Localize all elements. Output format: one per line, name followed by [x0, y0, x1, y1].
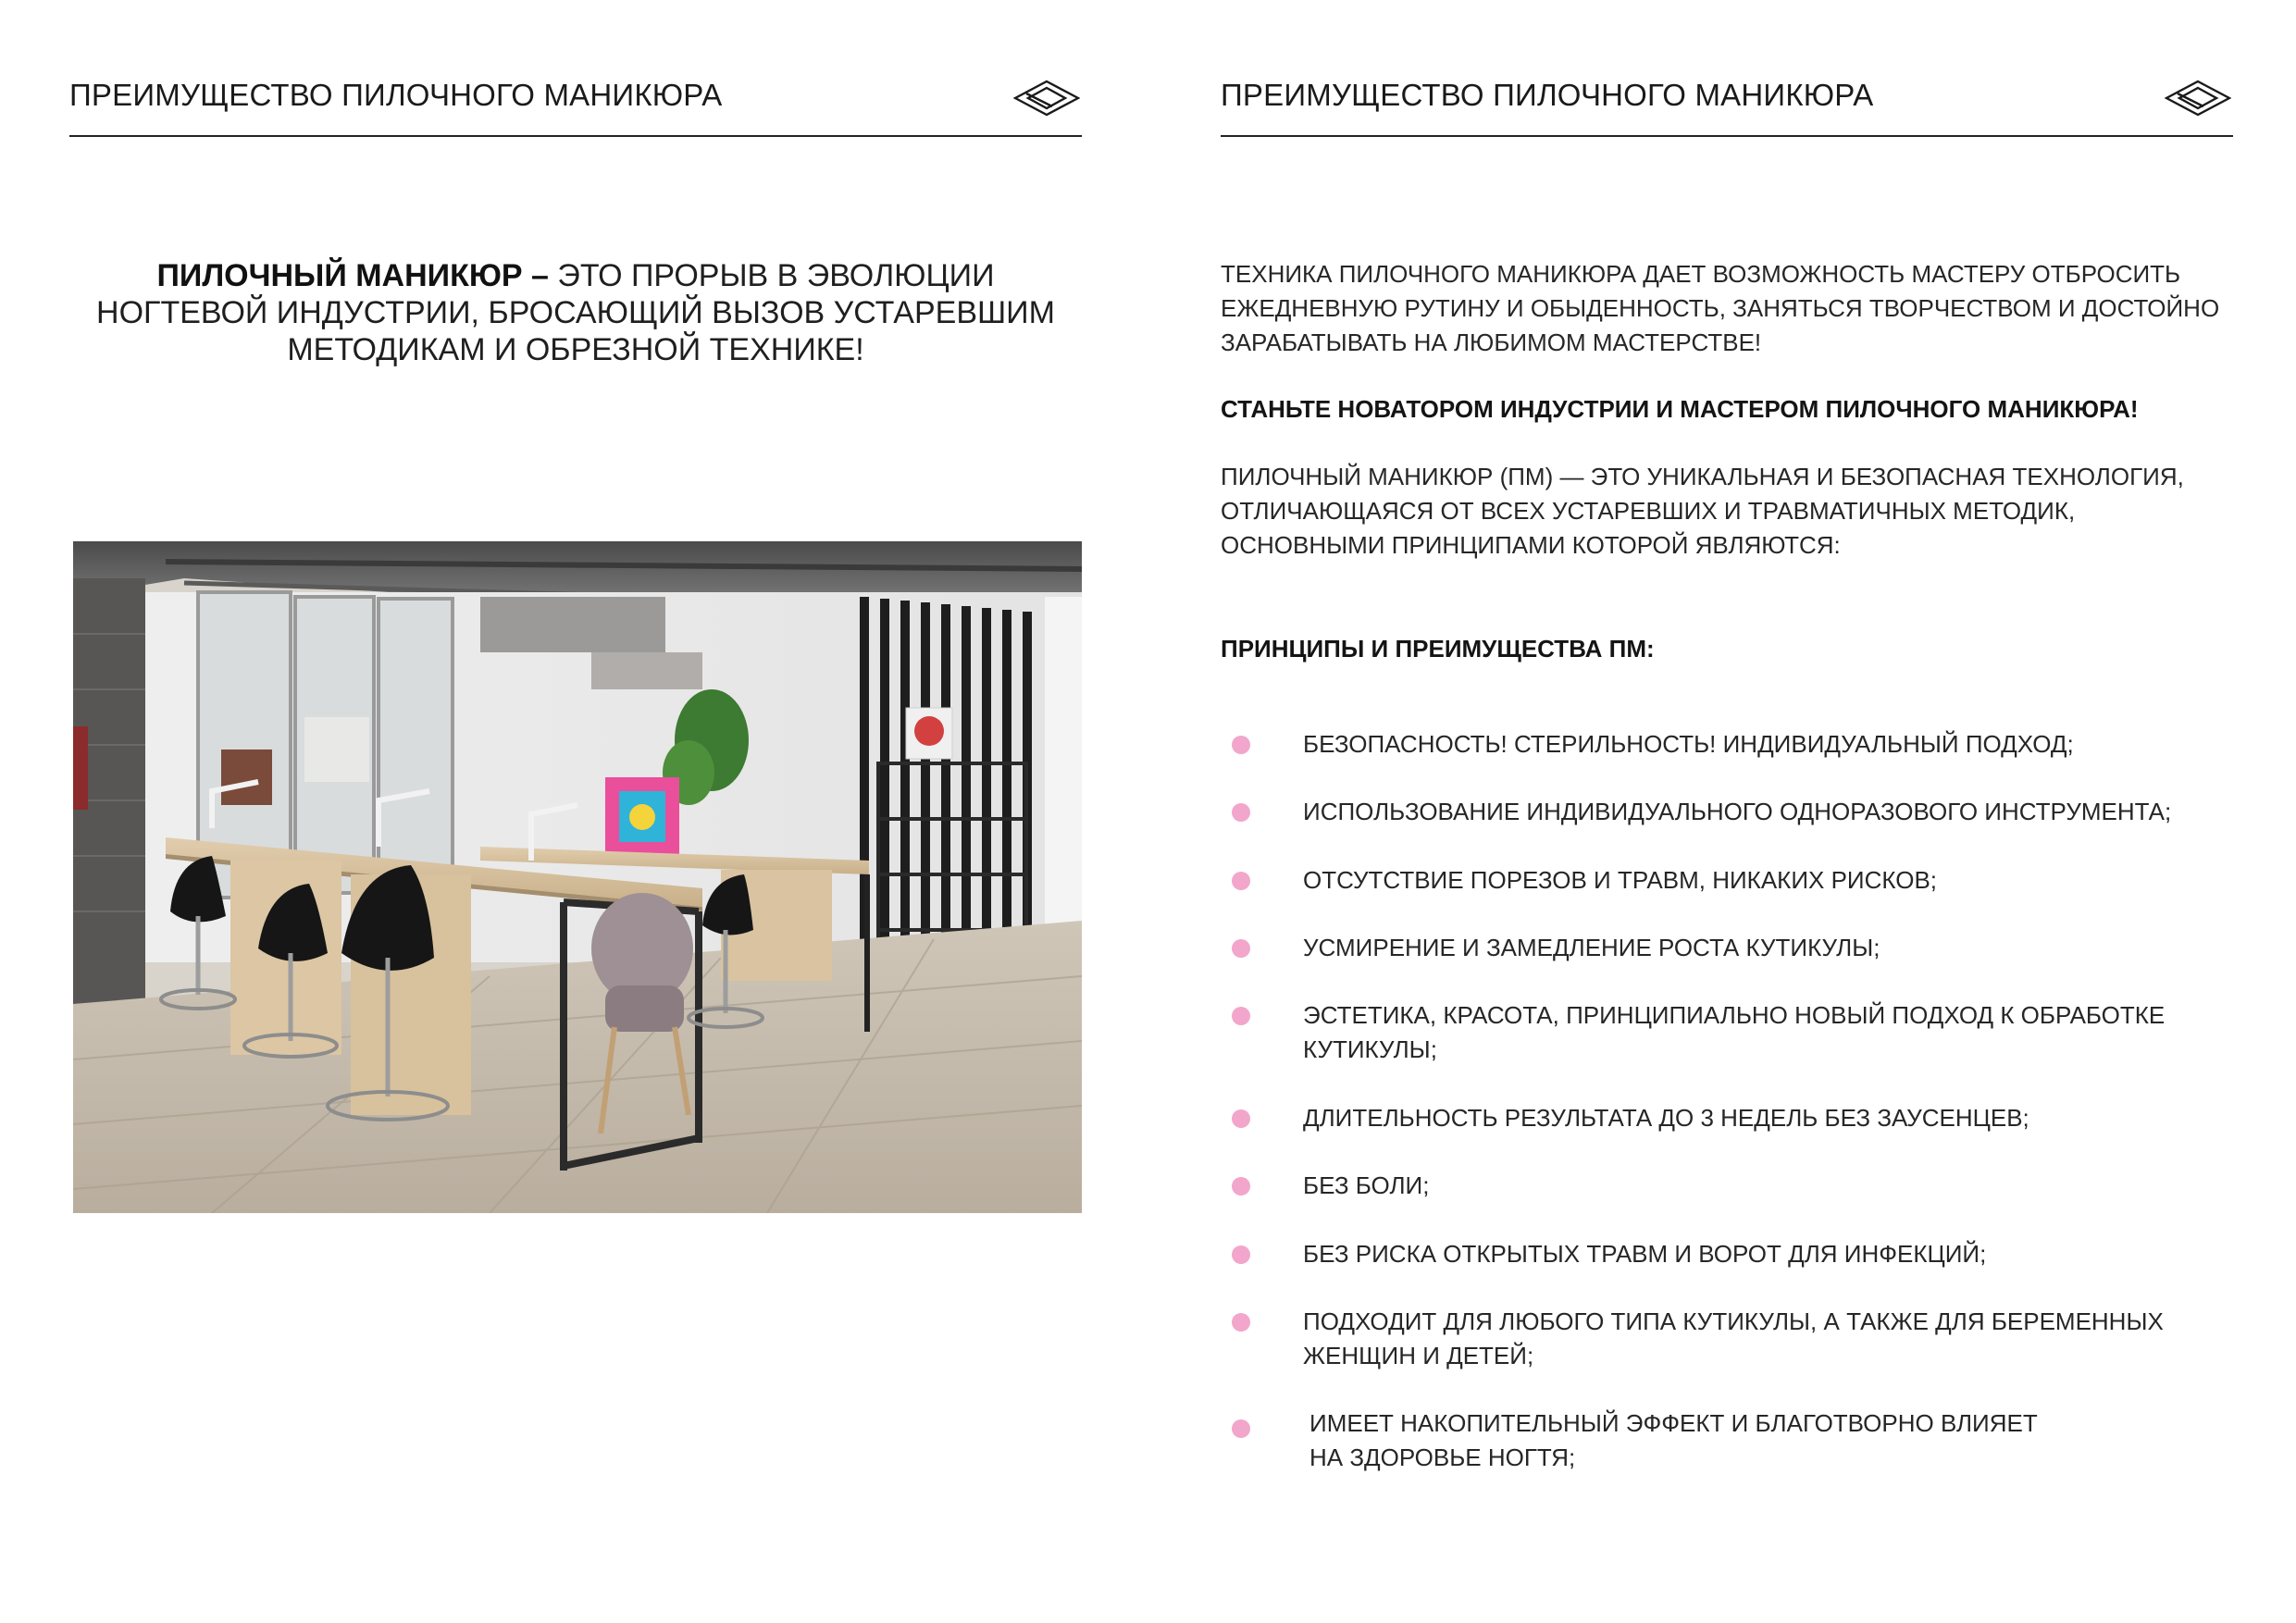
list-item-text: ДЛИТЕЛЬНОСТЬ РЕЗУЛЬТАТА ДО 3 НЕДЕЛЬ БЕЗ ЗАУСЕНЦЕВ;: [1303, 1104, 2029, 1132]
pink-dot-icon: [1232, 803, 1250, 822]
list-item-text: ИСПОЛЬЗОВАНИЕ ИНДИВИДУАЛЬНОГО ОДНОРАЗОВОГО ИНСТРУМЕНТА;: [1303, 798, 2172, 825]
list-item-text: БЕЗ РИСКА ОТКРЫТЫХ ТРАВМ И ВОРОТ ДЛЯ ИНФЕКЦИЙ;: [1303, 1240, 1987, 1268]
list-item-text: УСМИРЕНИЕ И ЗАМЕДЛЕНИЕ РОСТА КУТИКУЛЫ;: [1303, 934, 1880, 961]
page-header: [1221, 78, 2233, 137]
list-item-text: БЕЗ БОЛИ;: [1303, 1171, 1430, 1199]
intro-line-1: [69, 257, 1082, 294]
page-header-title: ПРЕИМУЩЕСТВО ПИЛОЧНОГО МАНИКЮРА: [69, 78, 723, 112]
principles-heading: ПРИНЦИПЫ И ПРЕИМУЩЕСТВА ПМ:: [1221, 635, 1655, 663]
pink-dot-icon: [1232, 736, 1250, 754]
list-item-text: КУТИКУЛЫ;: [1303, 1035, 1437, 1063]
diamond-logo-icon: [1013, 80, 1080, 117]
list-item-text: НА ЗДОРОВЬЕ НОГТЯ;: [1309, 1443, 1576, 1471]
list-item-text: ЖЕНЩИН И ДЕТЕЙ;: [1303, 1342, 1534, 1369]
text-line: ЗАРАБАТЫВАТЬ НА ЛЮБИМОМ МАСТЕРСТВЕ!: [1221, 328, 1762, 356]
page-header: [69, 78, 1082, 137]
salon-photo: [73, 541, 1082, 1213]
intro-line-2: НОГТЕВОЙ ИНДУСТРИИ, БРОСАЮЩИЙ ВЫЗОВ УСТАРЕВШИМ: [96, 295, 1055, 330]
text-line: ПИЛОЧНЫЙ МАНИКЮР (ПМ) — ЭТО УНИКАЛЬНАЯ И БЕЗОПАСНАЯ ТЕХНОЛОГИЯ,: [1221, 463, 2184, 490]
technique-paragraph: [1221, 257, 2266, 360]
page-header-title: ПРЕИМУЩЕСТВО ПИЛОЧНОГО МАНИКЮРА: [1221, 78, 1874, 112]
diamond-logo-icon: [2165, 80, 2231, 117]
pink-dot-icon: [1232, 872, 1250, 890]
list-item-text: ОТСУТСТВИЕ ПОРЕЗОВ И ТРАВМ, НИКАКИХ РИСКОВ;: [1303, 866, 1938, 894]
definition-paragraph: [1221, 460, 2266, 563]
text-line: ЕЖЕДНЕВНУЮ РУТИНУ И ОБЫДЕННОСТЬ, ЗАНЯТЬСЯ ТВОРЧЕСТВОМ И ДОСТОЙНО: [1221, 294, 2220, 322]
text-line: ОТЛИЧАЮЩАЯСЯ ОТ ВСЕХ УСТАРЕВШИХ И ТРАВМАТИЧНЫХ МЕТОДИК,: [1221, 497, 2076, 525]
intro-line-3: МЕТОДИКАМ И ОБРЕЗНОЙ ТЕХНИКЕ!: [287, 332, 864, 367]
text-line: ТЕХНИКА ПИЛОЧНОГО МАНИКЮРА ДАЕТ ВОЗМОЖНОСТЬ МАСТЕРУ ОТБРОСИТЬ: [1221, 260, 2181, 288]
list-item-text: ЭСТЕТИКА, КРАСОТА, ПРИНЦИПИАЛЬНО НОВЫЙ ПОДХОД К ОБРАБОТКЕ: [1303, 1001, 2166, 1029]
intro-line-1-rest: ЭТО ПРОРЫВ В ЭВОЛЮЦИИ: [548, 258, 995, 293]
pink-dot-icon: [1232, 1007, 1250, 1025]
list-item-text: ИМЕЕТ НАКОПИТЕЛЬНЫЙ ЭФФЕКТ И БЛАГОТВОРНО ВЛИЯЕТ: [1309, 1409, 2038, 1437]
pink-dot-icon: [1232, 1313, 1250, 1332]
pink-dot-icon: [1232, 1109, 1250, 1128]
text-line: ОСНОВНЫМИ ПРИНЦИПАМИ КОТОРОЙ ЯВЛЯЮТСЯ:: [1221, 531, 1841, 559]
pink-dot-icon: [1232, 1177, 1250, 1196]
list-item-text: БЕЗОПАСНОСТЬ! СТЕРИЛЬНОСТЬ! ИНДИВИДУАЛЬНЫЙ ПОДХОД;: [1303, 730, 2074, 758]
intro-statement: [69, 257, 1082, 368]
intro-bold: ПИЛОЧНЫЙ МАНИКЮР –: [156, 258, 549, 293]
right-page: [1148, 0, 2296, 1623]
pink-dot-icon: [1232, 1245, 1250, 1264]
list-item-text: ПОДХОДИТ ДЛЯ ЛЮБОГО ТИПА КУТИКУЛЫ, А ТАКЖЕ ДЛЯ БЕРЕМЕННЫХ: [1303, 1307, 2164, 1335]
pink-dot-icon: [1232, 939, 1250, 958]
pink-dot-icon: [1232, 1419, 1250, 1438]
callout-heading: СТАНЬТЕ НОВАТОРОМ ИНДУСТРИИ И МАСТЕРОМ ПИЛОЧНОГО МАНИКЮРА!: [1221, 395, 2139, 423]
